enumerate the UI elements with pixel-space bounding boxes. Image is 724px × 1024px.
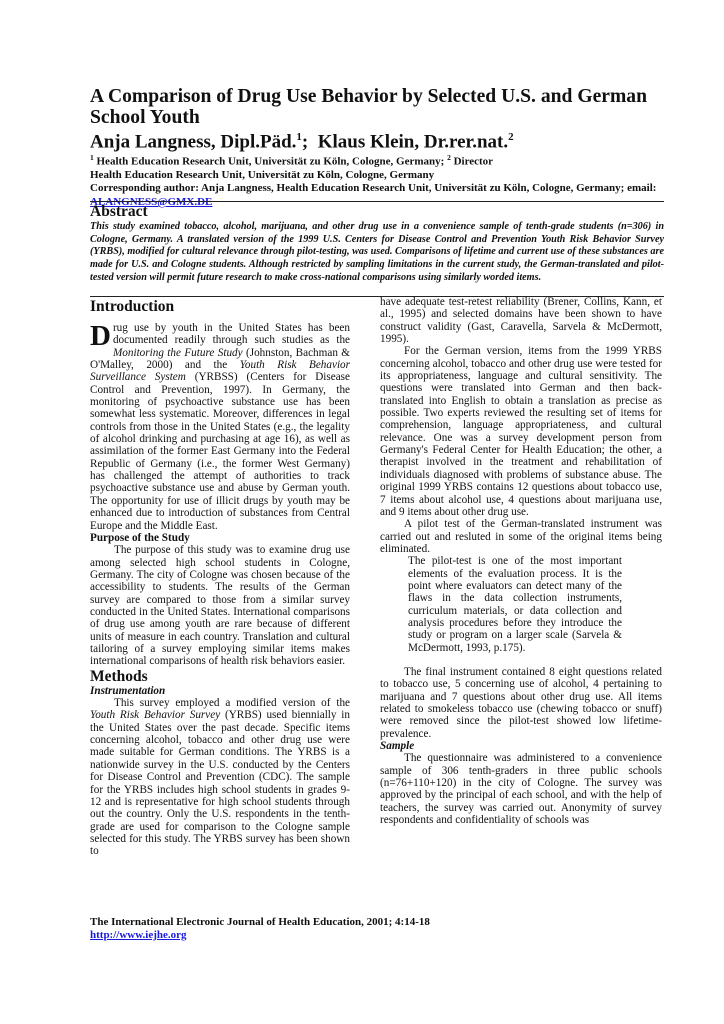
intro-study-name: Monitoring the Future Study (112, 346, 243, 359)
journal-url-link[interactable]: http://www.iejhe.org (90, 928, 187, 941)
methods-heading: Methods (90, 667, 148, 685)
introduction-paragraph (90, 322, 350, 532)
sample-paragraph: The questionnaire was administered to a convenience sample of 306 tenth-graders in three public schools (n=76+110+120) in the city of Cologne. The survey was approved by the principal of each school, and with the help of teachers, the survey was carried out. Anonymity of survey respondents and confidentiality of schools was (380, 752, 662, 827)
purpose-heading: Purpose of the Study (90, 531, 190, 544)
email-link[interactable]: ALANGNESS@GMX.DE (90, 195, 213, 208)
intro-text-2: (Johnston, Bachman & O'Malley, 2000) and the (90, 346, 350, 372)
instr-text-2: (YRBS) used biennially in the United States over the past decade. Specific items concerning alcohol, tobacco and other drug use were made suitable for German conditions. The YRBS is a nationwide survey in the U.S. conducted by the Centers for Disease Control and Prevention (CDC). The sample for the YRBS includes high school students in grades 9- 12 and is representative for high school students through out the country. Only the U.S. respondents in the tenth-grade are used for comparison to the Cologne sample selected for this study. The YRBS survey has been shown to (90, 709, 350, 858)
sample-heading: Sample (380, 740, 415, 753)
journal-citation: The International Electronic Journal of Health Education, 2001; 4:14-18 (90, 916, 430, 928)
drop-cap: D (90, 320, 111, 352)
instrumentation-paragraph (90, 697, 350, 857)
german-version-paragraph: For the German version, items from the 1999 YRBS concerning alcohol, tobacco and other drug use were tested for its appropriateness, language and cultural sensitivity. The questions were translated into German and then back-translated into English to obtain a translation as precise as possible. Two experts reviewed the resulting set of items for comprehension, language appropriateness, and cultural relevance. One was a survey development person from Germany's Federal Center for Health Education; the other, a therapist involved in the treatment and rehabilitation of individuals diagnosed with problems of substance abuse. The original 1999 YRBS contains 12 questions about tobacco use, 7 items about alcohol use, 4 questions about marijuana use, and 9 items about other drug use. (380, 345, 662, 518)
affiliation-2-role: Director (450, 155, 494, 168)
author-separator: ; (301, 131, 318, 153)
intro-system-name: Youth Risk Behavior Surveillance System (90, 359, 350, 384)
purpose-paragraph: The purpose of this study was to examine drug use among selected high school students in Cologne, Germany. The city of Cologne was chosen because of the accessibility to students. The results of the German survey are compared to those from a similar survey conducted in the United States. International comparisons of drug use among youth are rare because of different units of measure in each country. Translation and cultural tailoring of a survey employing similar items makes international comparisons of health risk behaviors easier. (90, 544, 350, 668)
author-1-affiliation-mark: 1 (296, 131, 302, 143)
reliability-paragraph: have adequate test-retest reliability (Brener, Collins, Kann, et al., 1995) and selected domains have been shown to have construct validity (Gast, Caravella, Sarvela & McDermott, 1995). (380, 296, 662, 346)
affiliation-2: Health Education Research Unit, Universität zu Köln, Cologne, Germany (90, 169, 435, 182)
right-column (380, 296, 662, 827)
journal-footer (90, 916, 650, 941)
left-column (90, 298, 350, 858)
affiliation-1-mark: 1 (90, 153, 94, 162)
block-quote: The pilot-test is one of the most important elements of the evaluation process. It is the point where evaluators can detect many of the flaws in the data collection instruments, curriculum materials, or data collection and analysis procedures before they introduce the study or program on a larger scale (Sarvela & McDermott, 1993, p.175). (408, 555, 622, 654)
instr-survey-name: Youth Risk Behavior Survey (90, 709, 221, 722)
author-1: Anja Langness, Dipl.Päd. (90, 131, 297, 153)
instrumentation-heading: Instrumentation (90, 684, 166, 697)
instr-text-1: This survey employed a modified version of the (114, 697, 350, 710)
introduction-heading: Introduction (90, 298, 175, 315)
paper-title: A Comparison of Drug Use Behavior by Selected U.S. and German School Youth (90, 86, 647, 128)
intro-text-1: rug use by youth in the United States has been documented readily through such studies as the (112, 322, 350, 347)
abstract-heading: Abstract (90, 203, 148, 220)
intro-text-3: (YRBSS) (Centers for Disease Control and Prevention, 1997). In Germany, the monitoring of psychoactive substance use has been somewhat less systematic. Moreover, differences in legal controls from those in the United States (e.g., the legality of alcohol drinking and purchasing at age 16), as well as assimilation of the former East Germany into the Federal Republic of Germany (i.e., the former West Germany) has challenged the attempt of authorities to track psychoactive substance use and abuse by German youth. The opportunity for use of illicit drugs by youth may be enhanced due to introduction of substances from Central Europe and the Middle East. (90, 371, 350, 532)
author-2-affiliation-mark: 2 (508, 131, 514, 143)
corresponding-author: Corresponding author: Anja Langness, Health Education Research Unit, Universität zu Köln, Cologne, Germany; email: (90, 182, 657, 195)
affiliation-1: Health Education Research Unit, Universität zu Köln, Cologne, Germany; (93, 155, 448, 168)
final-instrument-paragraph: The final instrument contained 8 eight questions related to tobacco use, 5 concerning use of alcohol, 4 pertaining to marijuana and 7 questions about other drug use. All items related to smokeless tobacco use (chewing tobacco or snuff) were removed since the pilot-test showed low lifetime-prevalence. (380, 665, 662, 740)
author-2: Klaus Klein, Dr.rer.nat. (317, 131, 509, 153)
affiliation-2-mark: 2 (447, 153, 451, 162)
pilot-test-paragraph: A pilot test of the German-translated instrument was carried out and resluted in some of the original items being eliminated. (380, 518, 662, 555)
author-line (90, 127, 650, 152)
abstract-top-rule (90, 201, 664, 202)
abstract-text: This study examined tobacco, alcohol, marijuana, and other drug use in a convenience sample of tenth-grade students (n=306) in Cologne, Germany. A translated version of the 1999 U.S. Centers for Disease Control and Prevention Youth Risk Behavior Survey (YRBS), modified for cultural relevance through pilot-testing, was used. Comparisons of lifetime and current use of these substances are made for U.S. and Cologne students. Although restricted by sampling limitations in the current study, the German-translated and pilot-tested version will permit future research to make cross-national comparisons using similarly worded items. (90, 221, 664, 283)
